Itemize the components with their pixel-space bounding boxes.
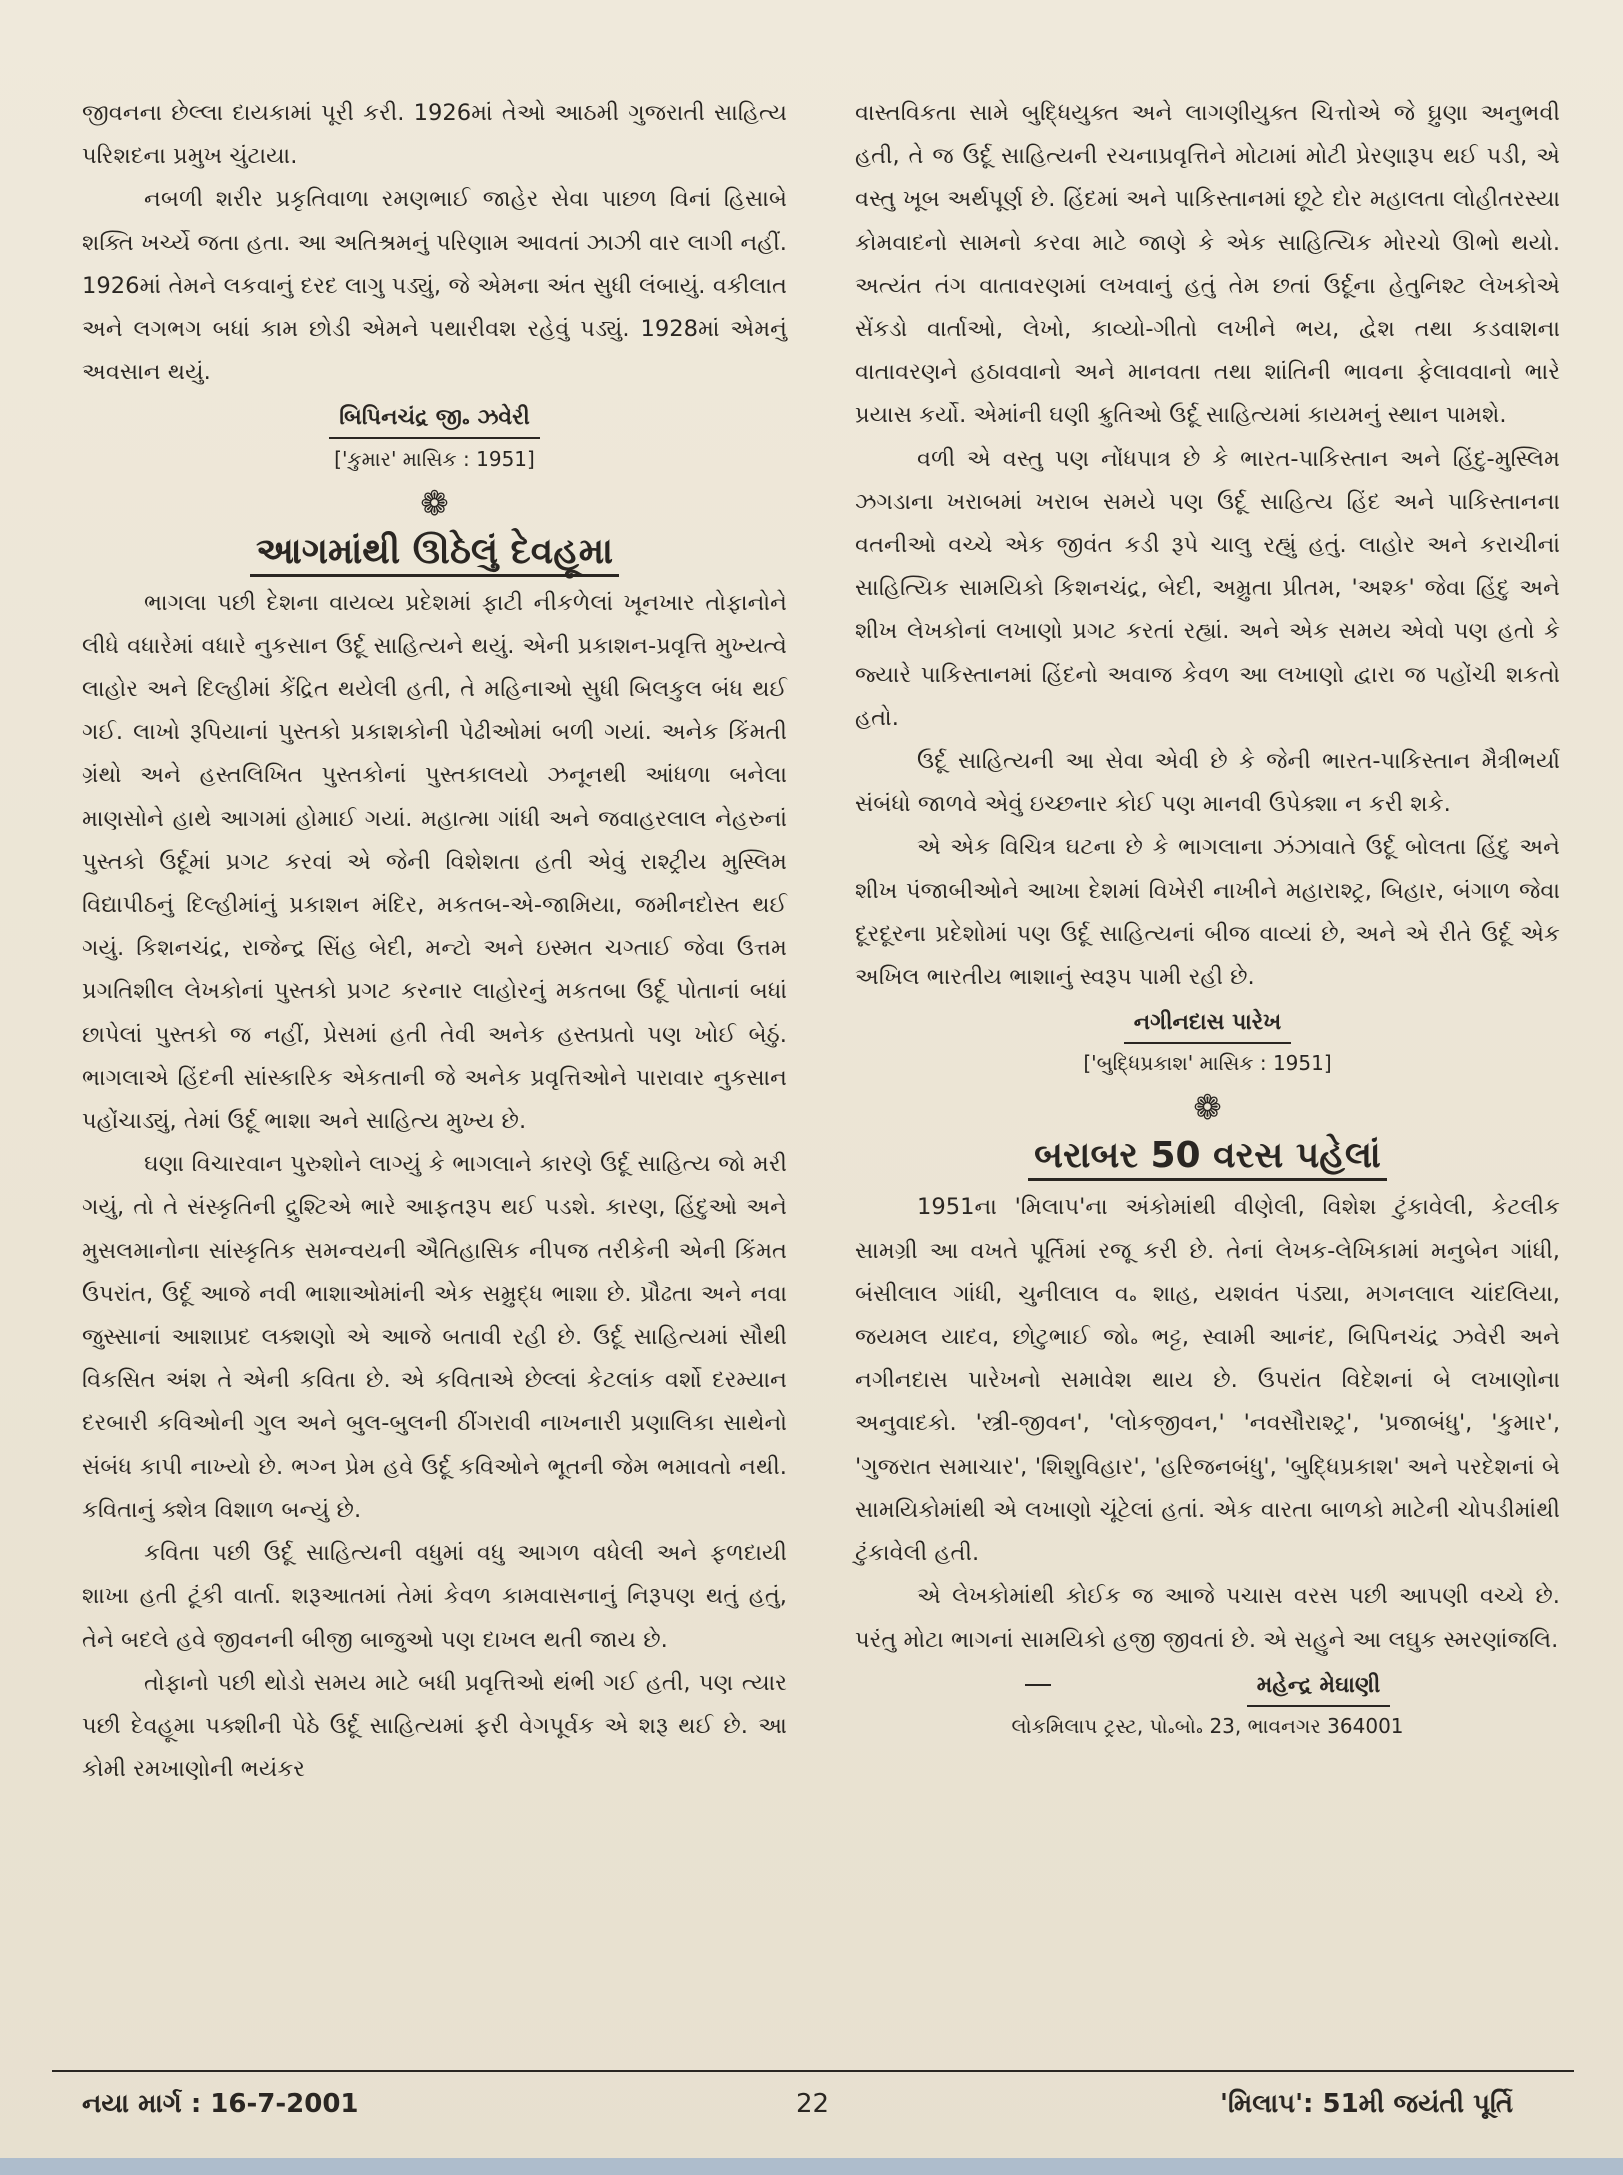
signature-block [82, 396, 787, 477]
dash-divider [1025, 1684, 1051, 1686]
footer-divider [52, 2070, 1574, 2072]
article-title-text: આગમાંથી ઊઠેલું દેવહૂમા [250, 531, 619, 577]
publisher-address: લોકમિલાપ ટ્રસ્ટ, પો૰બો૰ 23, ભાવનગર 364001 [1011, 1713, 1404, 1738]
section-title [855, 1130, 1560, 1182]
flower-ornament-icon: ❁ [420, 483, 449, 524]
paragraph: નબળી શરીર પ્રકૃતિવાળા રમણભાઈ જાહેર સેવા પાછળ વિનાં હિસાબે શક્તિ ખર્ચ્યે જતા હતા. આ અતિશ્રમનું પરિણામ આવતાં ઝાઝી વાર લાગી નહીં. 1926માં તેમને લકવાનું દરદ લાગુ પડ્યું, જે એમના અંત સુધી લંબાયું. વકીલાત અને લગભગ બધાં કામ છોડી એમને પથારીવશ રહેવું પડ્યું. 1928માં એમનું અવસાન થયું. [82, 186, 787, 386]
paragraph: જીવનના છેલ્લા દાયકામાં પૂરી કરી. 1926માં તેઓ આઠમી ગુજરાતી સાહિત્ય પરિશદના પ્રમુખ ચુંટાયા. [82, 100, 787, 170]
author-name: નગીનદાસ પારેખ [1124, 1006, 1291, 1044]
right-column [855, 92, 1560, 1745]
paragraph: ઉર્દૂ સાહિત્યની આ સેવા એવી છે કે જેની ભારત-પાકિસ્તાન મૈત્રીભર્યા સંબંધો જાળવે એવું ઇચ્છનાર કોઈ પણ માનવી ઉપેક્શા ન કરી શકે. [855, 748, 1560, 818]
footer-publication: નયા માર્ગ : 16-7-2001 [82, 2089, 359, 2119]
paragraph: ઘણા વિચારવાન પુરુશોને લાગ્યું કે ભાગલાને કારણે ઉર્દૂ સાહિત્ય જો મરી ગયું, તો તે સંસ્કૃતિની દ્રુશ્ટિએ ભારે આફતરૂપ થઈ પડશે. કારણ, હિંદુઓ અને મુસલમાનોના સાંસ્કૃતિક સમન્વયની ઐતિહાસિક નીપજ તરીકેની એની કિંમત ઉપરાંત, ઉર્દૂ આજે નવી ભાશાઓમાંની એક સમ્રુદ્ધ ભાશા છે. પ્રૌઢતા અને નવા જુસ્સાનાં આશાપ્રદ લક્શણો એ આજે બતાવી રહી છે. ઉર્દૂ સાહિત્યમાં સૌથી વિકસિત અંશ તે એની કવિતા છે. એ કવિતાએ છેલ્લાં કેટલાંક વર્શો દરમ્યાન દરબારી કવિઓની ગુલ અને બુલ-બુલની ઠીંગરાવી નાખનારી પ્રણાલિકા સાથેનો સંબંધ કાપી નાખ્યો છે. ભગ્ન પ્રેમ હવે ઉર્દૂ કવિઓને ભૂતની જેમ ભમાવતો નથી. કવિતાનું ક્શેત્ર વિશાળ બન્યું છે. [82, 1151, 787, 1523]
paragraph: 1951ના 'મિલાપ'ના અંકોમાંથી વીણેલી, વિશેશ ટુંકાવેલી, કેટલીક સામગ્રી આ વખતે પૂર્તિમાં રજૂ કરી છે. તેનાં લેખક-લેખિકામાં મનુબેન ગાંધી, બંસીલાલ ગાંધી, ચુનીલાલ વ૰ શાહ, યશવંત પંડ્યા, મગનલાલ ચાંદલિયા, જયમલ યાદવ, છોટુભાઈ જો૰ ભટ્ટ, સ્વામી આનંદ, બિપિનચંદ્ર ઝવેરી અને નગીનદાસ પારેખનો સમાવેશ થાય છે. ઉપરાંત વિદેશનાં બે લખાણોના અનુવાદકો. 'સ્ત્રી-જીવન', 'લોકજીવન,' 'નવસૌરાશ્ટ્ર', 'પ્રજાબંધુ', 'કુમાર', 'ગુજરાત સમાચાર', 'શિશુવિહાર', 'હરિજનબંધુ', 'બુદ્ધિપ્રકાશ' અને પરદેશનાં બે સામયિકોમાંથી એ લખાણો ચૂંટેલાં હતાં. એક વારતા બાળકો માટેની ચોપડીમાંથી ટુંકાવેલી હતી. [855, 1194, 1560, 1567]
signature-block [855, 1664, 1560, 1745]
author-name: બિપિનચંદ્ર જી૰ ઝવેરી [329, 401, 540, 439]
paragraph: એ લેખકોમાંથી કોઈક જ આજે પચાસ વરસ પછી આપણી વચ્ચે છે. પરંતુ મોટા ભાગનાં સામયિકો હજી જીવતાં છે. એ સહુને આ લઘુક સ્મરણાંજલિ. [855, 1583, 1560, 1653]
paragraph: વાસ્તવિકતા સામે બુદ્ધિયુક્ત અને લાગણીયુક્ત ચિત્તોએ જે ઘ્રુણા અનુભવી હતી, તે જ ઉર્દૂ સાહિત્યની રચનાપ્રવૃત્તિને મોટામાં મોટી પ્રેરણારૂપ થઈ પડી, એ વસ્તુ ખૂબ અર્થપૂર્ણ છે. હિંદમાં અને પાકિસ્તાનમાં છૂટે દોર મહાલતા લોહીતરસ્યા કોમવાદનો સામનો કરવા માટે જાણે કે એક સાહિત્યિક મોરચો ઊભો થયો. અત્યંત તંગ વાતાવરણમાં લખવાનું હતું તેમ છતાં ઉર્દૂના હેતુનિશ્ટ લેખકોએ સેંકડો વાર્તાઓ, લેખો, કાવ્યો-ગીતો લખીને ભય, દ્વેશ તથા કડવાશના વાતાવરણને હઠાવવાનો અને માનવતા તથા શાંતિની ભાવના ફેલાવવાનો ભારે પ્રયાસ કર્યો. એમાંની ઘણી ક્રુતિઓ ઉર્દૂ સાહિત્યમાં કાયમનું સ્થાન પામશે. [855, 100, 1560, 429]
source-citation: ['બુદ્ધિપ્રકાશ' માસિક : 1951] [1083, 1051, 1332, 1076]
left-column [82, 92, 787, 1791]
footer-supplement: 'મિલાપ': 51મી જયંતી પૂર્તિ [1220, 2089, 1514, 2119]
paragraph: ભાગલા પછી દેશના વાયવ્ય પ્રદેશમાં ફાટી નીકળેલાં ખૂનખાર તોફાનોને લીધે વધારેમાં વધારે નુકસાન ઉર્દૂ સાહિત્યને થયું. એની પ્રકાશન-પ્રવૃત્તિ મુખ્યત્વે લાહોર અને દિલ્હીમાં કેંદ્રિત થયેલી હતી, તે મહિનાઓ સુધી બિલકુલ બંધ થઈ ગઈ. લાખો રૂપિયાનાં પુસ્તકો પ્રકાશકોની પેઢીઓમાં બળી ગયાં. અનેક કિંમતી ગ્રંથો અને હસ્તલિખિત પુસ્તકોનાં પુસ્તકાલયો ઝનૂનથી આંધળા બનેલા માણસોને હાથે આગમાં હોમાઈ ગયાં. મહાત્મા ગાંધી અને જવાહરલાલ નેહરુનાં પુસ્તકો ઉર્દૂમાં પ્રગટ કરવાં એ જેની વિશેશતા હતી એવું રાશ્ટ્રીય મુસ્લિમ વિદ્યાપીઠનું દિલ્હીમાંનું પ્રકાશન મંદિર, મકતબ-એ-જામિયા, જમીનદોસ્ત થઈ ગયું. કિશનચંદ્ર, રાજેન્દ્ર સિંહ બેદી, મન્ટો અને ઇસ્મત ચગ્તાઈ જેવા ઉત્તમ પ્રગતિશીલ લેખકોનાં પુસ્તકો પ્રગટ કરનાર લાહોરનું મકતબા ઉર્દૂ પોતાનાં બધાં છાપેલાં પુસ્તકો જ નહીં, પ્રેસમાં હતી તેવી અનેક હસ્તપ્રતો પણ ખોઈ બેઠું. ભાગલાએ હિંદની સાંસ્કારિક એકતાની જે અનેક પ્રવૃત્તિઓને પારાવાર નુકસાન પહોંચાડ્યું, તેમાં ઉર્દૂ ભાશા અને સાહિત્ય મુખ્ય છે. [82, 589, 787, 1135]
article-title [82, 526, 787, 578]
paragraph: તોફાનો પછી થોડો સમય માટે બધી પ્રવૃત્તિઓ થંભી ગઈ હતી, પણ ત્યાર પછી દેવહૂમા પક્શીની પેઠે ઉર્દૂ સાહિત્યમાં ફરી વેગપૂર્વક એ શરૂ થઈ છે. આ કોમી રમખાણોની ભયંકર [82, 1669, 787, 1783]
source-citation: ['કુમાર' માસિક : 1951] [334, 446, 535, 471]
paragraph: એ એક વિચિત્ર ઘટના છે કે ભાગલાના ઝંઝાવાતે ઉર્દૂ બોલતા હિંદુ અને શીખ પંજાબીઓને આખા દેશમાં વિખેરી નાખીને મહારાશ્ટ્ર, બિહાર, બંગાળ જેવા દૂરદૂરના પ્રદેશોમાં પણ ઉર્દૂ સાહિત્યનાં બીજ વાવ્યાં છે, અને એ રીતે ઉર્દૂ એક અખિલ ભારતીય ભાશાનું સ્વરૂપ પામી રહી છે. [855, 834, 1560, 991]
paragraph: કવિતા પછી ઉર્દૂ સાહિત્યની વધુમાં વધુ આગળ વધેલી અને ફળદાયી શાખા હતી ટૂંકી વાર્તા. શરૂઆતમાં તેમાં કેવળ કામવાસનાનું નિરૂપણ થતું હતું, તેને બદલે હવે જીવનની બીજી બાજુઓ પણ દાખલ થતી જાય છે. [82, 1540, 787, 1653]
author-name: મહેન્દ્ર મેઘાણી [1247, 1669, 1391, 1707]
section-title-text: બરાબર 50 વરસ પહેલાં [1028, 1135, 1387, 1181]
page-number: 22 [796, 2089, 830, 2119]
signature-block [855, 1001, 1560, 1082]
flower-ornament-icon: ❁ [1193, 1088, 1222, 1129]
scan-edge [0, 2158, 1623, 2175]
paragraph: વળી એ વસ્તુ પણ નોંધપાત્ર છે કે ભારત-પાકિસ્તાન અને હિંદુ-મુસ્લિમ ઝગડાના ખરાબમાં ખરાબ સમયે પણ ઉર્દૂ સાહિત્ય હિંદ અને પાકિસ્તાનના વતનીઓ વચ્ચે એક જીવંત કડી રૂપે ચાલુ રહ્યું હતું. લાહોર અને કરાચીનાં સાહિત્યિક સામયિકો કિશનચંદ્ર, બેદી, અમ્રુતા પ્રીતમ, 'અશ્ક' જેવા હિંદુ અને શીખ લેખકોનાં લખાણો પ્રગટ કરતાં રહ્યાં. અને એક સમય એવો પણ હતો કે જ્યારે પાકિસ્તાનમાં હિંદનો અવાજ કેવળ આ લખાણો દ્વારા જ પહોંચી શકતો હતો. [855, 445, 1560, 731]
